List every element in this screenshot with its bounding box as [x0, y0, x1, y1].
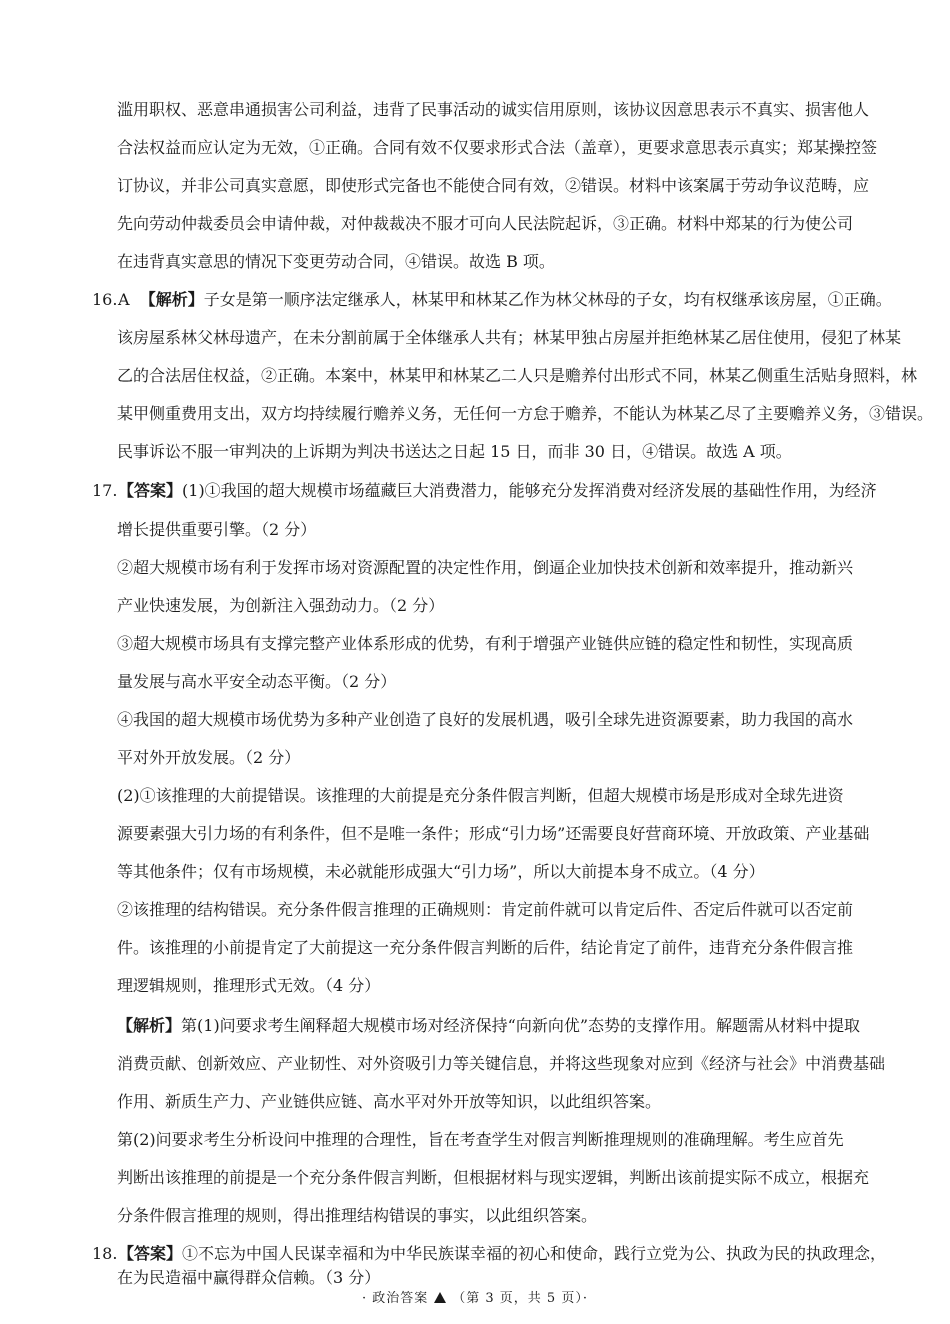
q17-first-line [92, 481, 877, 501]
q16-line-3: 乙的合法居住权益，②正确。本案中，林某甲和林某乙二人只是赡养付出形式不同，林某乙侧重生活贴身照料，林 [117, 366, 918, 385]
q15-line-3: 订协议，并非公司真实意愿，即使形式完备也不能使合同有效，②错误。材料中该案属于劳动争议范畴，应 [117, 176, 870, 195]
page-footer [0, 1290, 950, 1308]
q17-line-9: (2)①该推理的大前提错误。该推理的大前提是充分条件假言判断，但超大规模市场是形成对全球先进资 [117, 786, 844, 805]
q17-line-8: 平对外开放发展。（2 分） [117, 748, 301, 767]
q16-first-text: 子女是第一顺序法定继承人，林某甲和林某乙作为林父林母的子女，均有权继承该房屋，①正确。 [203, 290, 892, 309]
q17-line-14: 理逻辑规则，推理形式无效。（4 分） [117, 976, 381, 995]
q17-first-text: (1)①我国的超大规模市场蕴藏巨大消费潜力，能够充分发挥消费对经济发展的基础性作用，为经济 [182, 481, 877, 500]
q16-line-2: 该房屋系林父林母遗产，在未分割前属于全体继承人共有；林某甲独占房屋并拒绝林某乙居住使用，侵犯了林某 [117, 328, 902, 347]
q17-analysis-first-text: 第(1)问要求考生阐释超大规模市场对经济保持“向新向优”态势的支撑作用。解题需从材料中提取 [181, 1016, 861, 1035]
q16-line-5: 民事诉讼不服一审判决的上诉期为判决书送达之日起 15 日，而非 30 日，④错误。故选 A 项。 [117, 442, 792, 461]
q17-analysis-first-line [117, 1016, 860, 1036]
q18-first-text: ①不忘为中国人民谋幸福和为中华民族谋幸福的初心和使命，践行立党为公、执政为民的执政理念， [182, 1244, 887, 1263]
q17-line-10: 源要素强大引力场的有利条件，但不是唯一条件；形成“引力场”还需要良好营商环境、开放政策、产业基础 [117, 824, 870, 843]
q16-line-4: 某甲侧重费用支出，双方均持续履行赡养义务，无任何一方怠于赡养，不能认为林某乙尽了主要赡养义务，③错误。 [117, 404, 934, 423]
q18-line-2: 在为民造福中赢得群众信赖。（3 分） [117, 1268, 381, 1287]
q17-analysis-line-5: 判断出该推理的前提是一个充分条件假言判断，但根据材料与现实逻辑，判断出该前提实际不成立，根据充 [117, 1168, 870, 1187]
q17-line-12: ②该推理的结构错误。充分条件假言推理的正确规则：肯定前件就可以肯定后件、否定后件就可以否定前 [117, 900, 854, 919]
q16-number: 16. [92, 290, 118, 309]
q18-answer-tag: 【答案】 [118, 1244, 183, 1263]
q18-number: 18. [92, 1244, 118, 1263]
triangle-icon [434, 1292, 446, 1303]
q17-answer-tag: 【答案】 [118, 481, 183, 500]
q15-line-4: 先向劳动仲裁委员会申请仲裁，对仲裁裁决不服才可向人民法院起诉，③正确。材料中郑某的行为使公司 [117, 214, 854, 233]
q15-line-2: 合法权益而应认定为无效，①正确。合同有效不仅要求形式合法（盖章），更要求意思表示真实；郑某操控签 [117, 138, 878, 157]
footer-page-info: （第 3 页，共 5 页）· [452, 1291, 588, 1306]
q17-analysis-tag: 【解析】 [117, 1016, 182, 1035]
q17-line-13: 件。该推理的小前提肯定了大前提这一充分条件假言判断的后件，结论肯定了前件，违背充分条件假言推 [117, 938, 854, 957]
q18-first-line [92, 1244, 886, 1264]
q17-number: 17. [92, 481, 118, 500]
q16-answer: A [118, 290, 130, 309]
q17-analysis-line-2: 消费贡献、创新效应、产业韧性、对外资吸引力等关键信息，并将这些现象对应到《经济与社会》中消费基础 [117, 1054, 886, 1073]
footer-subject: · 政治答案 [362, 1291, 429, 1306]
q15-line-5: 在违背真实意思的情况下变更劳动合同，④错误。故选 B 项。 [117, 252, 555, 271]
q17-line-3: ②超大规模市场有利于发挥市场对资源配置的决定性作用，倒逼企业加快技术创新和效率提升，推动新兴 [117, 558, 854, 577]
q17-analysis-line-4: 第(2)问要求考生分析设问中推理的合理性，旨在考查学生对假言判断推理规则的准确理解。考生应首先 [117, 1130, 844, 1149]
q17-line-6: 量发展与高水平安全动态平衡。（2 分） [117, 672, 397, 691]
q17-line-5: ③超大规模市场具有支撑完整产业体系形成的优势，有利于增强产业链供应链的稳定性和韧性，实现高质 [117, 634, 854, 653]
q17-line-11: 等其他条件；仅有市场规模，未必就能形成强大“引力场”，所以大前提本身不成立。（4 分） [117, 862, 765, 881]
q15-line-1: 滥用职权、恶意串通损害公司利益，违背了民事活动的诚实信用原则，该协议因意思表示不真实、损害他人 [117, 100, 870, 119]
q17-line-4: 产业快速发展，为创新注入强劲动力。（2 分） [117, 596, 445, 615]
q16-analysis-tag: 【解析】 [139, 290, 204, 309]
q17-line-7: ④我国的超大规模市场优势为多种产业创造了良好的发展机遇，吸引全球先进资源要素，助力我国的高水 [117, 710, 854, 729]
q17-analysis-line-6: 分条件假言推理的规则，得出推理结构错误的事实，以此组织答案。 [117, 1206, 598, 1225]
q16-first-line [92, 290, 892, 310]
q17-analysis-line-3: 作用、新质生产力、产业链供应链、高水平对外开放等知识，以此组织答案。 [117, 1092, 662, 1111]
q17-line-2: 增长提供重要引擎。（2 分） [117, 520, 317, 539]
